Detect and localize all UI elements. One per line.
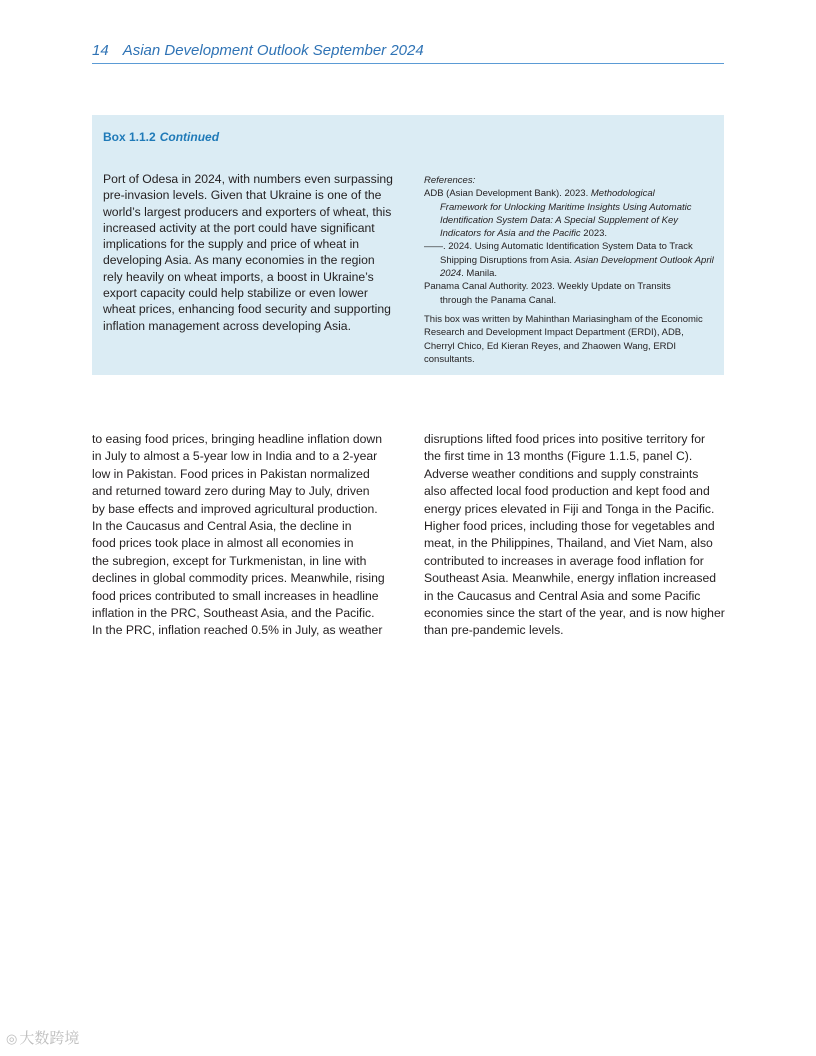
page-number: 14 [92, 42, 109, 59]
box-body-line: rely heavily on wheat imports, a boost in Ukraine’s [103, 269, 374, 284]
box-body-line: world’s largest producers and exporters of wheat, this [103, 204, 392, 219]
body-line: also affected local food production and kept food and [424, 484, 710, 499]
body-line: in the Caucasus and Central Asia and some Pacific [424, 588, 701, 603]
box-body-line: developing Asia. As many economies in the region [103, 253, 375, 268]
body-line: to easing food prices, bringing headline inflation down [92, 432, 382, 446]
body-line: food prices contributed to small increases in headline [92, 588, 379, 603]
box-body-line: inflation management across developing Asia. [103, 318, 351, 333]
body-line: Higher food prices, including those for vegetables and [424, 519, 715, 534]
reference-panama-canal: Panama Canal Authority. 2023. Weekly Update on Transits [424, 281, 671, 293]
box-body-line: wheat prices, enhancing food security and supporting [103, 302, 391, 317]
body-line: Southeast Asia. Meanwhile, energy inflation increased [424, 571, 716, 586]
box-label: Box 1.1.2 [103, 130, 156, 144]
box-body-line: increased activity at the port could have significant [103, 220, 375, 235]
body-line: the subregion, except for Turkmenistan, in line with [92, 553, 367, 568]
references-section [424, 174, 716, 366]
box-body-line: implications for the supply and price of wheat in [103, 237, 360, 252]
body-line: declines in global commodity prices. Meanwhile, rising [92, 571, 385, 586]
reference-adb-2023: Framework for Unlocking Maritime Insights Using Automatic [440, 201, 692, 213]
body-line: Adverse weather conditions and supply constraints [424, 466, 699, 481]
watermark-text: 大数跨境 [19, 1030, 80, 1047]
body-line: in July to almost a 5-year low in India and to a 2-year [92, 449, 378, 464]
box-body-line: export capacity could help stabilize or even lower [103, 286, 368, 301]
reference-adb-2024: Shipping Disruptions from Asia. Asian Development Outlook April [440, 254, 714, 266]
box-body-text [103, 171, 403, 334]
reference-adb-2023: Indicators for Asia and the Pacific 2023. [440, 228, 608, 240]
box-credit-line: This box was written by Mahinthan Mariasingham of the Economic [424, 313, 703, 325]
body-line: food prices took place in almost all economies in [92, 536, 354, 551]
body-column-right [424, 431, 724, 640]
body-line: disruptions lifted food prices into positive territory for [424, 432, 706, 446]
box-body-line: Port of Odesa in 2024, with numbers even surpassing [103, 172, 393, 186]
running-header [92, 41, 724, 64]
reference-panama-canal: through the Panama Canal. [440, 294, 557, 306]
reference-adb-2024: 2024. Manila. [440, 268, 498, 280]
body-line: than pre-pandemic levels. [424, 623, 564, 638]
body-line: In the PRC, inflation reached 0.5% in July, as weather [92, 623, 383, 638]
body-line: by base effects and improved agricultural production. [92, 501, 378, 516]
body-line: In the Caucasus and Central Asia, the decline in [92, 519, 352, 534]
body-line: the first time in 13 months (Figure 1.1.5, panel C). [424, 449, 693, 464]
box-title [103, 130, 219, 144]
box-credit-line: Research and Development Impact Department (ERDI), ADB, [424, 327, 684, 339]
publication-title: Asian Development Outlook September 2024 [122, 42, 424, 59]
box-body-line: pre-invasion levels. Given that Ukraine is one of the [103, 188, 382, 203]
body-line: inflation in the PRC, Southeast Asia, and the Pacific. [92, 606, 375, 621]
camera-logo-icon: ◎ [6, 1031, 18, 1046]
body-line: economies since the start of the year, and is now higher [424, 606, 725, 621]
body-line: energy prices elevated in Fiji and Tonga in the Pacific. [424, 501, 715, 516]
watermark [6, 1029, 79, 1049]
body-column-left [92, 431, 392, 640]
reference-adb-2023: ADB (Asian Development Bank). 2023. Methodological [424, 188, 655, 200]
box-credit-line: Cherryl Chico, Ed Kieran Reyes, and Zhaowen Wang, ERDI [424, 340, 677, 352]
body-line: meat, in the Philippines, Thailand, and Viet Nam, also [424, 536, 713, 551]
box-credit-line: consultants. [424, 353, 475, 365]
reference-adb-2024: ——. 2024. Using Automatic Identification System Data to Track [424, 241, 693, 253]
box-continued-label: Continued [159, 130, 220, 144]
box-continued [92, 115, 724, 375]
body-line: low in Pakistan. Food prices in Pakistan normalized [92, 466, 370, 481]
body-line: contributed to increases in average food inflation for [424, 553, 704, 568]
reference-adb-2023: Identification System Data: A Special Supplement of Key [440, 214, 678, 226]
body-line: and returned toward zero during May to July, driven [92, 484, 370, 499]
references-heading: References: [424, 175, 476, 186]
